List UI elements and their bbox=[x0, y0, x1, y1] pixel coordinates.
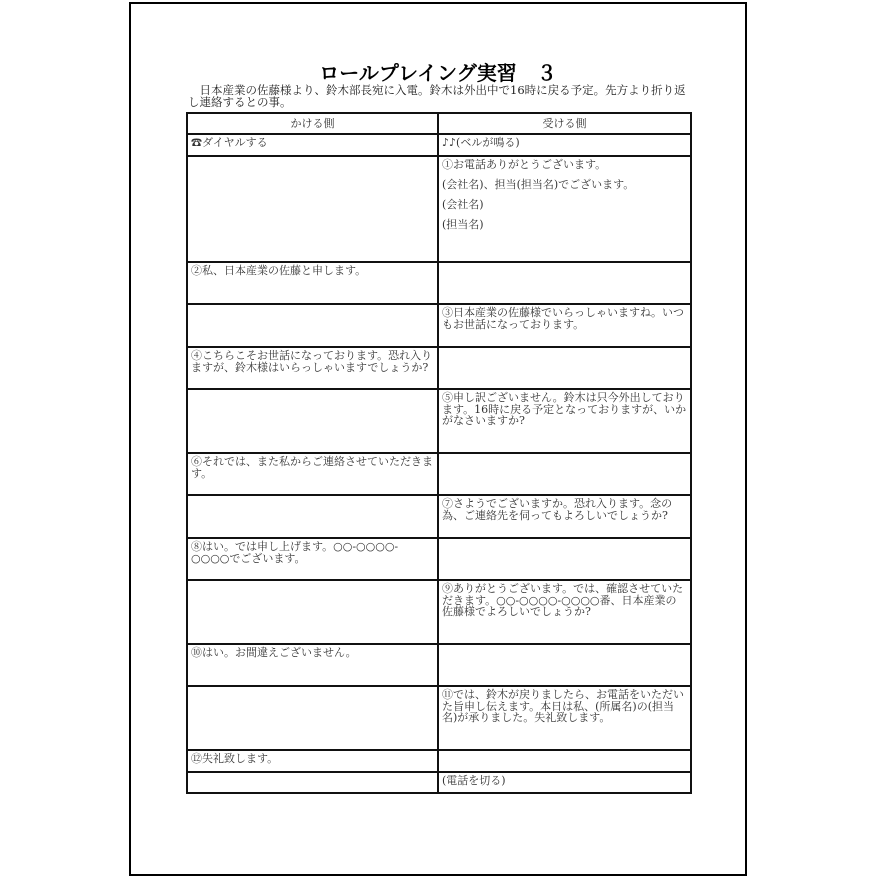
receiver-line: (会社名) bbox=[442, 198, 484, 211]
receiver-cell: ⑪では、鈴木が戻りましたら、お電話をいただいた旨申し伝えます。本日は私、(所属名)の(担当名)が承りました。失礼致します。 bbox=[438, 686, 691, 750]
caller-cell: ☎ダイヤルする bbox=[187, 134, 438, 156]
receiver-cell bbox=[438, 262, 691, 304]
receiver-line: (会社名)、担当(担当名)でございます。 bbox=[442, 178, 635, 191]
caller-cell bbox=[187, 495, 438, 538]
caller-cell: ⑩はい。お間違えございません。 bbox=[187, 644, 438, 686]
receiver-cell bbox=[438, 644, 691, 686]
caller-cell: ⑥それでは、また私からご連絡させていただきます。 bbox=[187, 453, 438, 495]
caller-cell bbox=[187, 389, 438, 453]
receiver-cell: ♪♪(ベルが鳴る) bbox=[438, 134, 691, 156]
caller-cell bbox=[187, 580, 438, 644]
caller-cell bbox=[187, 772, 438, 793]
caller-cell: ②私、日本産業の佐藤と申します。 bbox=[187, 262, 438, 304]
receiver-line: ①お電話ありがとうございます。 bbox=[442, 158, 607, 171]
receiver-cell bbox=[438, 347, 691, 389]
roleplay-table bbox=[186, 112, 692, 794]
receiver-cell bbox=[438, 750, 691, 772]
receiver-cell: ⑦さようでございますか。恐れ入ります。念の為、ご連絡先を伺ってもよろしいでしょうか? bbox=[438, 495, 691, 538]
receiver-cell bbox=[438, 538, 691, 580]
page-title: ロールプレイング実習 ３ bbox=[319, 61, 557, 85]
caller-cell: ⑧はい。では申し上げます。○○-○○○○-○○○○でございます。 bbox=[187, 538, 438, 580]
caller-cell bbox=[187, 304, 438, 347]
header-caller: かける側 bbox=[187, 113, 438, 134]
receiver-cell bbox=[438, 453, 691, 495]
caller-cell: ⑫失礼致します。 bbox=[187, 750, 438, 772]
caller-cell bbox=[187, 156, 438, 262]
caller-cell: ④こちらこそお世話になっております。恐れ入りますが、鈴木様はいらっしゃいますでしょうか? bbox=[187, 347, 438, 389]
scenario-description: 日本産業の佐藤様より、鈴木部長宛に入電。鈴木は外出中で16時に戻る予定。先方より折り返し連絡するとの事。 bbox=[188, 83, 686, 109]
caller-cell bbox=[187, 686, 438, 750]
receiver-cell: ⑨ありがとうございます。では、確認させていただきます。○○-○○○○-○○○○番、日本産業の佐藤様でよろしいでしょうか? bbox=[438, 580, 691, 644]
receiver-cell: ⑤申し訳ございません。鈴木は只今外出しております。16時に戻る予定となっておりますが、いかがなさいますか? bbox=[438, 389, 691, 453]
receiver-cell bbox=[438, 156, 691, 262]
receiver-line: (担当名) bbox=[442, 218, 484, 231]
receiver-cell: ③日本産業の佐藤様でいらっしゃいますね。いつもお世話になっております。 bbox=[438, 304, 691, 347]
header-receiver: 受ける側 bbox=[438, 113, 691, 134]
receiver-cell: (電話を切る) bbox=[438, 772, 691, 793]
